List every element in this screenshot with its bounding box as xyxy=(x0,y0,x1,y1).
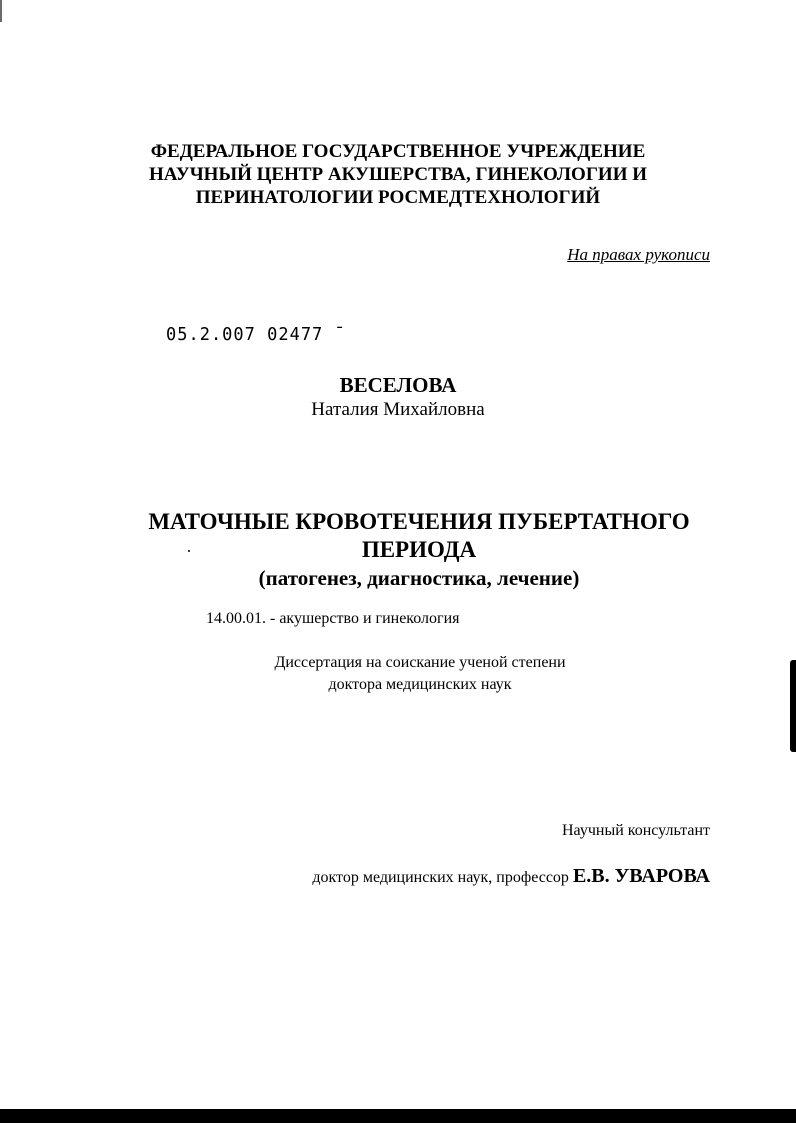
institution-header xyxy=(0,140,796,209)
thesis-line-1: Диссертация на соискание ученой степени xyxy=(274,654,566,671)
thesis-degree xyxy=(0,652,796,696)
consultant-credentials: доктор медицинских наук, профессор xyxy=(312,869,573,886)
institution-line-3: ПЕРИНАТОЛОГИИ РОСМЕДТЕХНОЛОГИЙ xyxy=(195,187,601,208)
title-line-1: МАТОЧНЫЕ КРОВОТЕЧЕНИЯ ПУБЕРТАТНОГО xyxy=(148,509,690,534)
institution-line-2: НАУЧНЫЙ ЦЕНТР АКУШЕРСТВА, ГИНЕКОЛОГИИ И xyxy=(148,164,648,185)
title-subtitle: (патогенез, диагностика, лечение) xyxy=(258,566,580,590)
consultant-line xyxy=(312,865,710,888)
thesis-line-2: доктора медицинских наук xyxy=(328,676,512,693)
consultant-name: Е.В. УВАРОВА xyxy=(572,865,710,887)
consultant-label: Научный консультант xyxy=(562,822,710,839)
specialty-code: 14.00.01. - акушерство и гинекология xyxy=(206,610,460,627)
scan-bottom-edge-bar xyxy=(0,1109,796,1123)
author-given-names: Наталия Михайловна xyxy=(311,399,485,420)
scan-edge-mark xyxy=(0,0,2,22)
manuscript-rights-note: На правах рукописи xyxy=(567,245,710,264)
author-surname: ВЕСЕЛОВА xyxy=(339,373,457,397)
dissertation-title xyxy=(0,508,796,592)
institution-line-1: ФЕДЕРАЛЬНОЕ ГОСУДАРСТВЕННОЕ УЧРЕЖДЕНИЕ xyxy=(150,141,646,162)
registration-stamp: 05.2.007 02477 ˉ xyxy=(166,324,346,346)
author-block xyxy=(0,372,796,422)
title-line-2: ПЕРИОДА xyxy=(361,537,477,562)
